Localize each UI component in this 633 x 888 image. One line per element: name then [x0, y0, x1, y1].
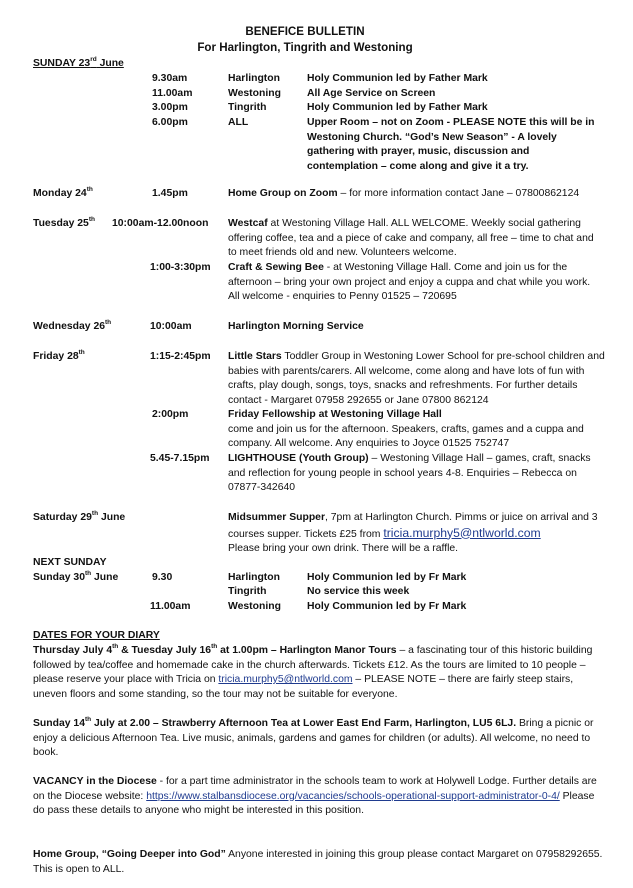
monday-day: Monday 24th: [33, 185, 93, 199]
sunday-time: 3.00pm: [152, 102, 188, 113]
sunday-place: Harlington: [228, 73, 280, 84]
tuesday-time: 10:00am-12.00noon: [112, 218, 209, 229]
sunday-time: 11.00am: [152, 88, 193, 99]
sunday-time: 9.30am: [152, 73, 188, 84]
bulletin-subtitle: For Harlington, Tingrith and Westoning: [197, 41, 413, 54]
friday-lighthouse: LIGHTHOUSE (Youth Group) – Westoning Village Hall – games, craft, snacks and reflection for young people in school years 4-8. Enquiries – Rebecca on 07877-342640: [228, 453, 591, 493]
tuesday-time: 1:00-3:30pm: [150, 262, 211, 273]
sunday-service: Holy Communion led by Father Mark: [307, 73, 488, 84]
wednesday-day: Wednesday 26th: [33, 318, 112, 332]
next-sunday-label: NEXT SUNDAY: [33, 557, 107, 568]
next-sunday-service: Holy Communion led by Fr Mark: [307, 572, 467, 583]
tuesday-westcaf: Westcaf at Westoning Village Hall. ALL WELCOME. Weekly social gathering offering coffee, tea and a piece of cake and company, all free – time to chat and to meet friends old and new. Volunteers welcome.: [228, 218, 594, 258]
tours-email-link[interactable]: tricia.murphy5@ntlworld.com: [218, 674, 353, 685]
monday-time: 1.45pm: [152, 188, 188, 199]
friday-fellowship: Friday Fellowship at Westoning Village Hall come and join us for the afternoon. Speakers, crafts, games and a cuppa and company. All welcome. Any enquiries to Joyce 01525 752747: [228, 409, 584, 449]
sunday-time: 6.00pm: [152, 117, 188, 128]
next-sunday-place: Tingrith: [228, 586, 267, 597]
friday-little-stars: Little Stars Toddler Group in Westoning Lower School for pre-school children and babies with parents/carers. All welcome, come along and have lots of fun with crafts, play dough, songs, toys, snacks and refreshments. For further details contact - Margaret 07958 292655 or Jane 07800 862124: [228, 351, 605, 406]
diary-home-group: Home Group, “Going Deeper into God” Anyone interested in joining this group please contact Margaret on 07958292655. This is open to ALL.: [33, 849, 603, 875]
saturday-email-link[interactable]: tricia.murphy5@ntlworld.com: [383, 525, 541, 540]
next-sunday-time: 9.30: [152, 572, 173, 583]
sunday-place: ALL: [228, 117, 249, 128]
friday-day: Friday 28th: [33, 348, 85, 362]
next-sunday-time: 11.00am: [150, 601, 191, 612]
saturday-day: Saturday 29th June: [33, 509, 126, 523]
diary-afternoon-tea: Sunday 14th July at 2.00 – Strawberry Afternoon Tea at Lower East End Farm, Harlington, LU5 6LJ. Bring a picnic or enjoy a delicious Afternoon Tea. Live music, animals, gardens and games for children (or adults). All welcome, no need to book.: [33, 715, 594, 758]
monday-event: Home Group on Zoom – for more information contact Jane – 07800862124: [228, 188, 580, 199]
diary-manor-tours: Thursday July 4th & Tuesday July 16th at 1.00pm – Harlington Manor Tours – a fascinating tour of this historic building followed by tea/coffee and homemade cake in the church afterwards. Tickets £12. As the tours are limited to 10 people – please reserve your place with Tricia on tricia.murphy5@ntlworld.com – PLEASE NOTE – there are fairly steep stairs, uneven floors and some standing, so the tour may not be suitable for everyone.: [33, 642, 593, 700]
diary-heading: DATES FOR YOUR DIARY: [33, 630, 160, 641]
next-sunday-service: Holy Communion led by Fr Mark: [307, 601, 467, 612]
tuesday-craft: Craft & Sewing Bee - at Westoning Village Hall. Come and join us for the afternoon – bring your own project and enjoy a cuppa and chat while you work. All welcome - enquiries to Penny 01525 – 720695: [228, 262, 591, 302]
friday-time: 1:15-2:45pm: [150, 351, 211, 362]
diary-vacancy: VACANCY in the Diocese - for a part time administrator in the schools team to work at Holywell Lodge. Further details are on the Diocese website: https://www.stalbansdiocese.org/vacancies/schools-operational-support-administrator-0-4/ Please do pass these details to anyone who might be interested in this position.: [33, 776, 597, 816]
friday-time: 2:00pm: [152, 409, 189, 420]
sunday-heading: SUNDAY 23rd June: [33, 55, 124, 69]
tuesday-day: Tuesday 25th: [33, 215, 95, 229]
friday-time: 5.45-7.15pm: [150, 453, 210, 464]
next-sunday-day: Sunday 30th June: [33, 569, 119, 583]
sunday-place: Westoning: [228, 88, 281, 99]
sunday-service: Holy Communion led by Father Mark: [307, 102, 488, 113]
next-sunday-service: No service this week: [307, 586, 410, 597]
sunday-service: All Age Service on Screen: [307, 88, 436, 99]
wednesday-event: Harlington Morning Service: [228, 321, 364, 332]
next-sunday-place: Westoning: [228, 601, 281, 612]
sunday-service: Upper Room – not on Zoom - PLEASE NOTE this will be in Westoning Church. “God’s New Season” - A lovely gathering with prayer, music, discussion and contemplation – come along and give it a try.: [307, 117, 595, 172]
sunday-place: Tingrith: [228, 102, 267, 113]
next-sunday-place: Harlington: [228, 572, 280, 583]
saturday-supper: Midsummer Supper, 7pm at Harlington Church. Pimms or juice on arrival and 3 courses supper. Tickets £25 from tricia.murphy5@ntlworld.com Please bring your own drink. There will be a raffle.: [228, 512, 598, 554]
bulletin-title: BENEFICE BULLETIN: [245, 25, 365, 38]
vacancy-link[interactable]: https://www.stalbansdiocese.org/vacancies/schools-operational-support-administrator-0-4/: [146, 790, 560, 802]
wednesday-time: 10:00am: [150, 321, 192, 332]
